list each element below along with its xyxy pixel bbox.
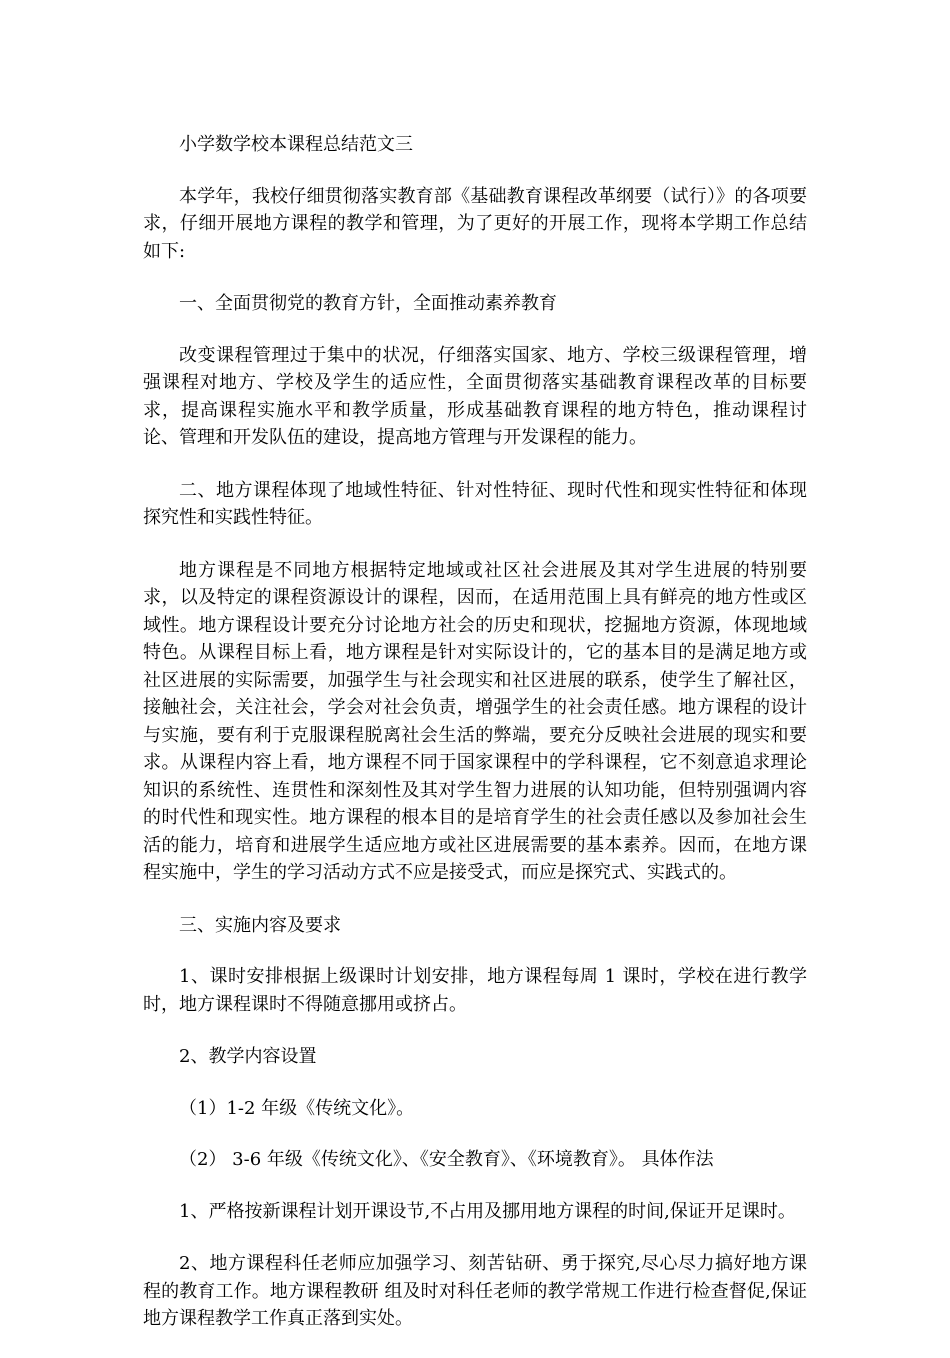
- practice-item-2: 2、地方课程科任老师应加强学习、刻苦钻研、勇于探究,尽心尽力搞好地方课程的教育工作。地方课程教研 组及时对科任老师的教学常规工作进行检查督促,保证地方课程教学工作真正落到实处。: [143, 1253, 807, 1329]
- section-3-item-1: 1、课时安排根据上级课时计划安排，地方课程每周 1 课时，学校在进行教学时，地方课程课时不得随意挪用或挤占。: [143, 966, 807, 1015]
- grade-3-6-content: （2） 3-6 年级《传统文化》、《安全教育》、《环境教育》。 具体作法: [179, 1149, 714, 1170]
- section-heading-3: 三、实施内容及要求: [179, 914, 341, 936]
- section-heading-2: 二、地方课程体现了地域性特征、针对性特征、现时代性和现实性特征和体现探究性和实践性特征。: [143, 479, 807, 528]
- grade-1-2-content: （1）1-2 年级《传统文化》。: [179, 1097, 415, 1119]
- practice-item-1: 1、严格按新课程计划开课设节,不占用及挪用地方课程的时间,保证开足课时。: [179, 1200, 796, 1222]
- section-heading-1: 一、全面贯彻党的教育方针，全面推动素养教育: [179, 293, 557, 314]
- document-body: [143, 131, 807, 1358]
- section-2-paragraph: 地方课程是不同地方根据特定地域或社区社会进展及其对学生进展的特别要求，以及特定的课程资源设计的课程，因而，在适用范围上具有鲜亮的地方性或区域性。地方课程设计要充分讨论地方社会的历史和现状，挖掘地方资源，体现地域特色。从课程目标上看，地方课程是针对实际设计的，它的基本目的是满足地方或社区进展的实际需要，加强学生与社会现实和社区进展的联系，使学生了解社区，接触社会，关注社会，学会对社会负责，增强学生的社会责任感。地方课程的设计与实施，要有利于克服课程脱离社会生活的弊端，要充分反映社会进展的现实和要求。从课程内容上看，地方课程不同于国家课程中的学科课程，它不刻意追求理论知识的系统性、连贯性和深刻性及其对学生智力进展的认知功能，但特别强调内容的时代性和现实性。地方课程的根本目的是培育学生的社会责任感以及参加社会生活的能力，培育和进展学生适应地方或社区进展需要的基本素养。因而，在地方课程实施中，学生的学习活动方式不应是接受式，而应是探究式、实践式的。: [143, 559, 807, 883]
- section-3-item-2: 2、教学内容设置: [179, 1046, 317, 1067]
- document-title: 小学数学校本课程总结范文三: [179, 134, 413, 155]
- intro-paragraph: 本学年，我校仔细贯彻落实教育部《基础教育课程改革纲要（试行）》的各项要求，仔细开展地方课程的教学和管理，为了更好的开展工作，现将本学期工作总结如下:: [143, 185, 807, 262]
- section-1-paragraph: 改变课程管理过于集中的状况，仔细落实国家、地方、学校三级课程管理，增强课程对地方、学校及学生的适应性，全面贯彻落实基础教育课程改革的目标要求，提高课程实施水平和教学质量，形成基础教育课程的地方特色，推动课程讨论、管理和开发队伍的建设，提高地方管理与开发课程的能力。: [143, 344, 807, 448]
